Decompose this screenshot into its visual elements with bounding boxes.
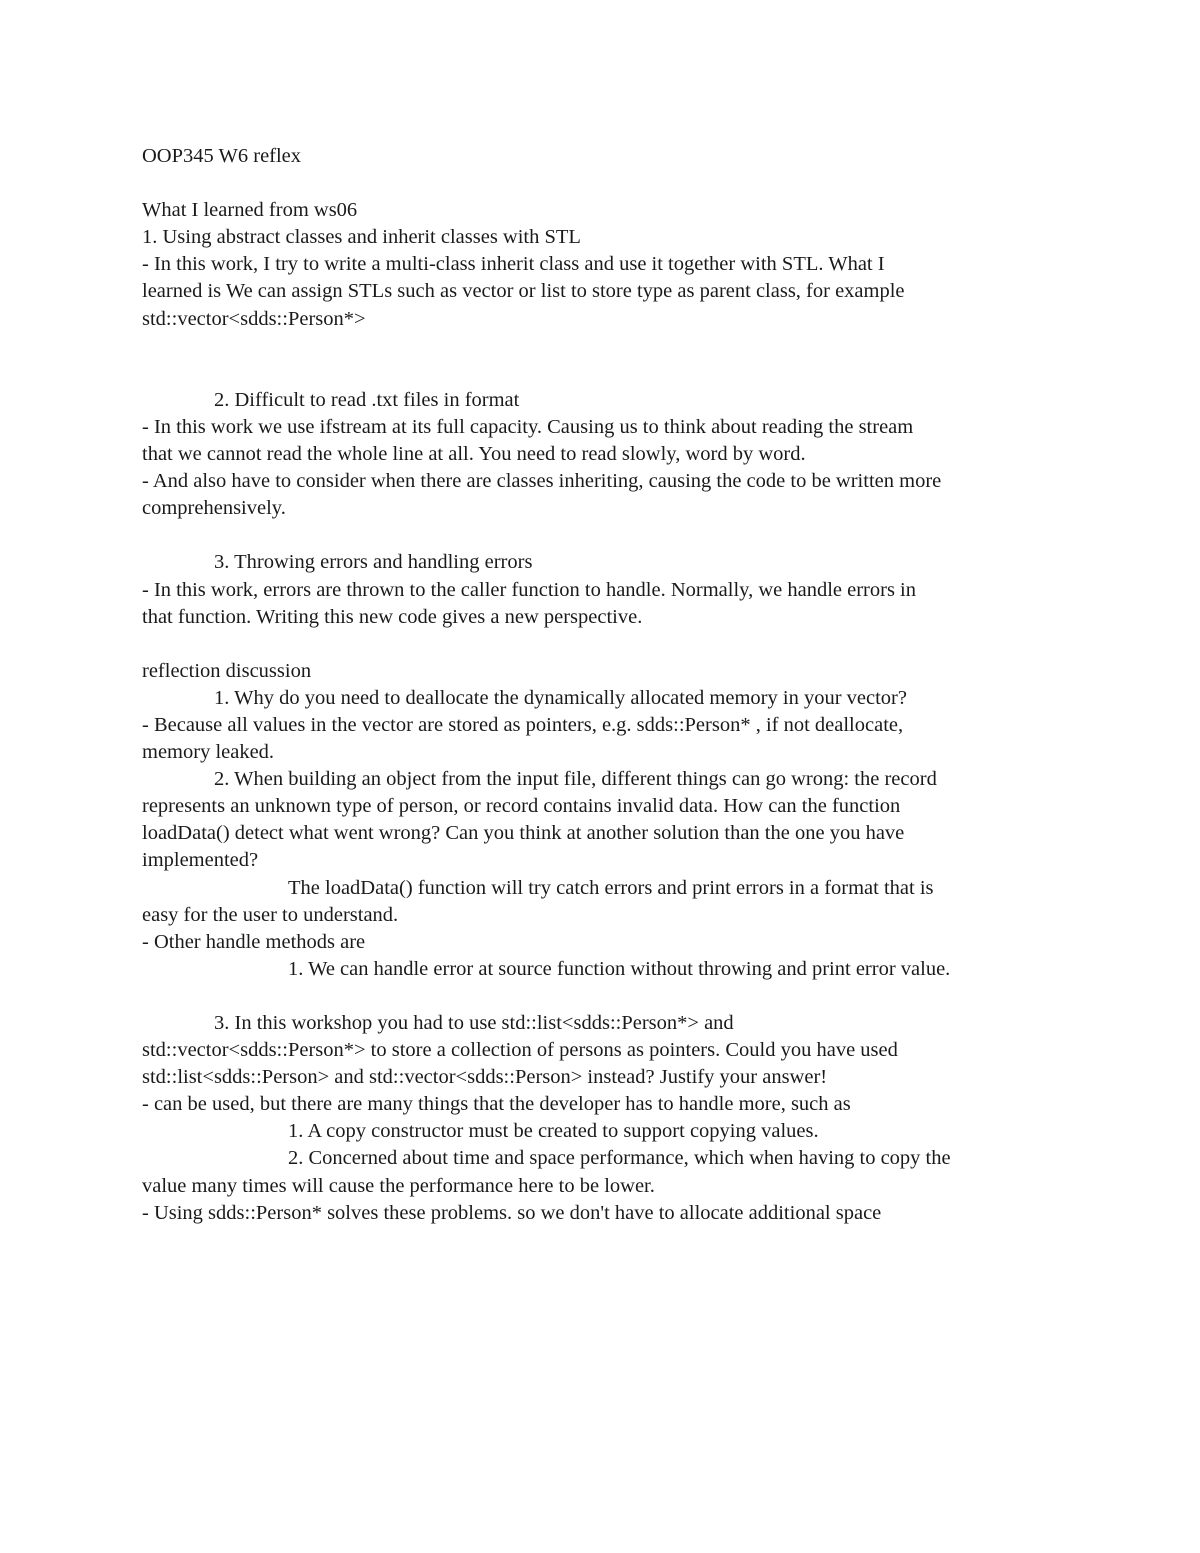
- answer-3-line: - can be used, but there are many things that the developer has to handle more, such as: [142, 1093, 851, 1116]
- answer-2-line: - Other handle methods are: [142, 930, 366, 953]
- question-3-line: std::vector<sdds::Person*> to store a collection of persons as pointers. Could you have used: [142, 1039, 898, 1062]
- answer-3-line: 2. Concerned about time and space performance, which when having to copy the: [288, 1147, 951, 1170]
- answer-2-line: The loadData() function will try catch errors and print errors in a format that is: [288, 876, 934, 899]
- answer-3-line: 1. A copy constructor must be created to support copying values.: [288, 1120, 819, 1143]
- item3-heading: 3. Throwing errors and handling errors: [214, 551, 533, 574]
- question-2-line: represents an unknown type of person, or record contains invalid data. How can the function: [142, 795, 901, 818]
- item2-text-line: - In this work we use ifstream at its full capacity. Causing us to think about reading the stream: [142, 415, 914, 438]
- reflection-heading: reflection discussion: [142, 659, 312, 682]
- item2-heading: 2. Difficult to read .txt files in format: [214, 388, 520, 411]
- blank-line: [142, 170, 1072, 197]
- item2-text-line: - And also have to consider when there are classes inheriting, causing the code to be written more: [142, 470, 942, 493]
- blank-line: [142, 631, 1072, 658]
- question-3-line: std::list<sdds::Person> and std::vector<sdds::Person> instead? Justify your answer!: [142, 1066, 828, 1089]
- item1-text-line: - In this work, I try to write a multi-class inherit class and use it together with STL. What I: [142, 253, 885, 276]
- learned-heading: What I learned from ws06: [142, 199, 358, 222]
- item3-text-line: that function. Writing this new code gives a new perspective.: [142, 605, 643, 628]
- question-1: 1. Why do you need to deallocate the dynamically allocated memory in your vector?: [214, 686, 907, 709]
- blank-line: [142, 333, 1072, 360]
- answer-2-line: 1. We can handle error at source function without throwing and print error value.: [288, 957, 951, 980]
- item1-text-line: learned is We can assign STLs such as vector or list to store type as parent class, for example: [142, 280, 905, 303]
- answer-1-line: memory leaked.: [142, 741, 275, 764]
- question-2-line: loadData() detect what went wrong? Can you think at another solution than the one you have: [142, 822, 905, 845]
- item2-text-line: comprehensively.: [142, 497, 286, 520]
- blank-line: [142, 522, 1072, 549]
- document-title: OOP345 W6 reflex: [142, 145, 302, 167]
- document-body: [142, 143, 1072, 1227]
- item1-text-line: std::vector<sdds::Person*>: [142, 307, 366, 330]
- blank-line: [142, 360, 1072, 387]
- question-2-line: 2. When building an object from the input file, different things can go wrong: the record: [214, 768, 937, 791]
- answer-3-line: value many times will cause the performance here to be lower.: [142, 1174, 655, 1197]
- answer-2-line: easy for the user to understand.: [142, 903, 399, 926]
- answer-1-line: - Because all values in the vector are stored as pointers, e.g. sdds::Person* , if not deallocate,: [142, 713, 904, 736]
- question-3-line: 3. In this workshop you had to use std::list<sdds::Person*> and: [214, 1012, 734, 1034]
- blank-line: [142, 983, 1072, 1010]
- answer-3-line: - Using sdds::Person* solves these problems. so we don't have to allocate additional space: [142, 1201, 882, 1224]
- item2-text-line: that we cannot read the whole line at all. You need to read slowly, word by word.: [142, 443, 806, 466]
- item3-text-line: - In this work, errors are thrown to the caller function to handle. Normally, we handle errors in: [142, 578, 917, 601]
- question-2-line: implemented?: [142, 849, 259, 872]
- item1-heading: 1. Using abstract classes and inherit classes with STL: [142, 226, 581, 249]
